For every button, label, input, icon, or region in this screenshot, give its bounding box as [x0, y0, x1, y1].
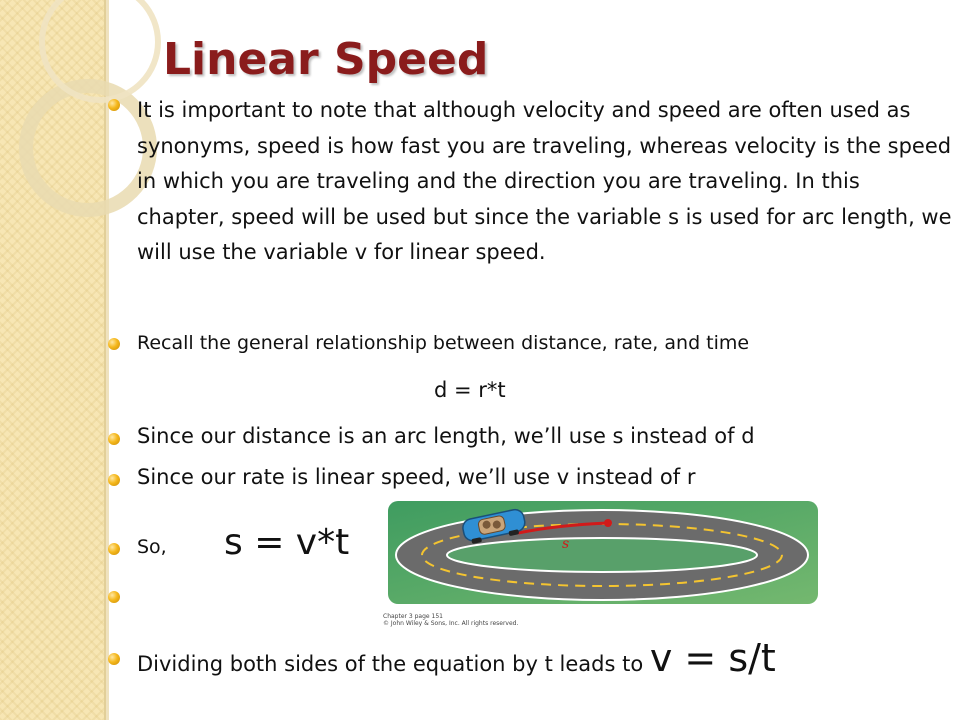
car-track-figure — [388, 501, 818, 604]
bullet-icon — [108, 474, 124, 490]
paragraph-recall: Recall the general relationship between distance, rate, and time — [137, 332, 750, 354]
figure-credit-line-2: © John Wiley & Sons, Inc. All rights reserved. — [383, 620, 519, 627]
paragraph-linear-speed: Since our rate is linear speed, we’ll use v instead of r — [137, 465, 696, 489]
so-label: So, — [137, 536, 167, 558]
track-infield — [447, 538, 757, 572]
figure-credit-line-1: Chapter 3 page 151 — [383, 613, 443, 620]
equation-v-equals-s-over-t: v = s/t — [649, 636, 776, 680]
bullet-icon — [108, 433, 124, 449]
dividing-lead-text: Dividing both sides of the equation by t leads to — [137, 652, 650, 676]
figure-credit — [383, 613, 518, 627]
equation-s-equals-vt: s = v*t — [224, 522, 350, 563]
bullet-icon — [108, 591, 124, 607]
paragraph-dividing — [137, 636, 776, 680]
paragraph-velocity-vs-speed: It is important to note that although velocity and speed are often used as synonyms, speed is how fast you are traveling, whereas velocity is the speed in which you are traveling and the direction you are traveling. In this chapter, speed will be used but since the variable s is used for arc length, we will use the variable v for linear speed. — [137, 98, 952, 264]
bullet-icon — [108, 99, 124, 115]
arc-label: s — [562, 536, 570, 552]
bullet-icon — [108, 338, 124, 354]
slide-title: Linear Speed — [163, 34, 489, 85]
bullet-icon — [108, 543, 124, 559]
equation-distance-rate-time: d = r*t — [434, 378, 506, 402]
arc-endpoint — [604, 519, 612, 527]
bullet-icon — [108, 653, 124, 669]
paragraph-arc-length: Since our distance is an arc length, we’ll use s instead of d — [137, 424, 755, 448]
